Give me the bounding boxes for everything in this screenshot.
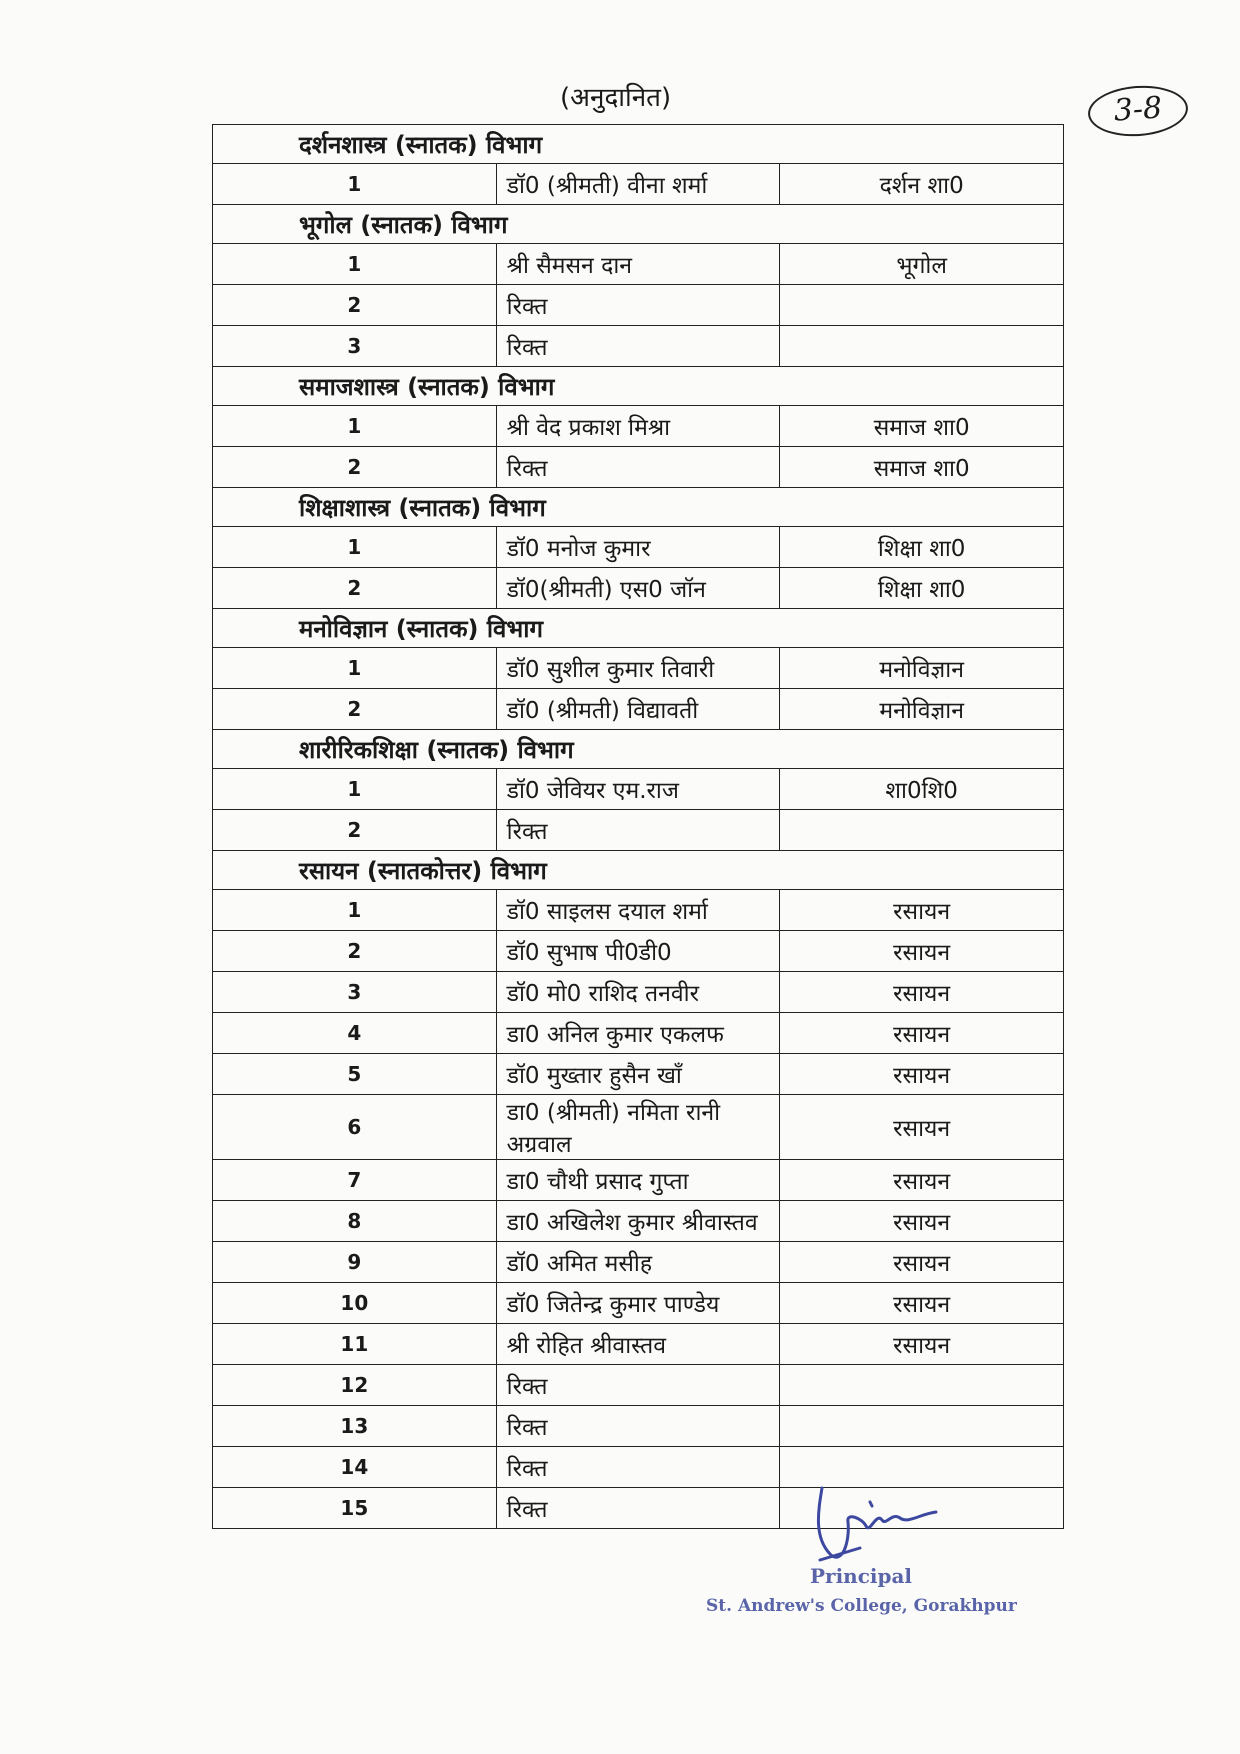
department-title: शिक्षाशास्त्र (स्नातक) विभाग [213, 488, 1064, 527]
faculty-name-cell: डा0 (श्रीमती) नमिता रानी अग्रवाल [496, 1095, 780, 1160]
serial-number-cell: 12 [213, 1365, 497, 1406]
department-header-row [213, 609, 1064, 648]
subject-cell: रसायन [780, 1013, 1064, 1054]
serial-number-cell: 1 [213, 164, 497, 205]
serial-number-cell: 9 [213, 1242, 497, 1283]
faculty-row [213, 1054, 1064, 1095]
faculty-name-cell: डॉ0 (श्रीमती) विद्यावती [496, 689, 780, 730]
faculty-name-cell: रिक्त [496, 285, 780, 326]
faculty-name-cell: डॉ0 मनोज कुमार [496, 527, 780, 568]
faculty-row [213, 1242, 1064, 1283]
department-header-row [213, 730, 1064, 769]
serial-number-cell: 2 [213, 285, 497, 326]
subject-cell: मनोविज्ञान [780, 689, 1064, 730]
subject-cell: रसायन [780, 890, 1064, 931]
serial-number-cell: 3 [213, 326, 497, 367]
subject-cell: समाज शा0 [780, 447, 1064, 488]
faculty-name-cell: रिक्त [496, 810, 780, 851]
subject-cell: दर्शन शा0 [780, 164, 1064, 205]
faculty-name-cell: डॉ0 मो0 राशिद तनवीर [496, 972, 780, 1013]
faculty-row [213, 406, 1064, 447]
faculty-name-cell: डॉ0 (श्रीमती) वीना शर्मा [496, 164, 780, 205]
serial-number-cell: 2 [213, 810, 497, 851]
serial-number-cell: 1 [213, 890, 497, 931]
faculty-name-cell: डॉ0 मुख्तार हुसैन खाँ [496, 1054, 780, 1095]
serial-number-cell: 2 [213, 689, 497, 730]
faculty-row [213, 931, 1064, 972]
subject-cell: शिक्षा शा0 [780, 568, 1064, 609]
serial-number-cell: 2 [213, 447, 497, 488]
faculty-name-cell: रिक्त [496, 326, 780, 367]
serial-number-cell: 15 [213, 1488, 497, 1529]
faculty-row [213, 1160, 1064, 1201]
faculty-row [213, 1013, 1064, 1054]
faculty-row [213, 810, 1064, 851]
serial-number-cell: 2 [213, 931, 497, 972]
faculty-name-cell: डॉ0 सुशील कुमार तिवारी [496, 648, 780, 689]
faculty-row [213, 326, 1064, 367]
faculty-name-cell: श्री रोहित श्रीवास्तव [496, 1324, 780, 1365]
faculty-table-container [212, 124, 1064, 1529]
serial-number-cell: 8 [213, 1201, 497, 1242]
faculty-table [212, 124, 1064, 1529]
subject-cell [780, 285, 1064, 326]
subject-cell [780, 326, 1064, 367]
faculty-name-cell: रिक्त [496, 1488, 780, 1529]
serial-number-cell: 10 [213, 1283, 497, 1324]
faculty-name-cell: डॉ0 सुभाष पी0डी0 [496, 931, 780, 972]
faculty-row [213, 1283, 1064, 1324]
subject-cell: रसायन [780, 931, 1064, 972]
faculty-row [213, 890, 1064, 931]
subject-cell: मनोविज्ञान [780, 648, 1064, 689]
subject-cell [780, 1406, 1064, 1447]
college-name: St. Andrew's College, Gorakhpur [706, 1596, 1017, 1616]
department-title: भूगोल (स्नातक) विभाग [213, 205, 1064, 244]
serial-number-cell: 1 [213, 769, 497, 810]
faculty-row [213, 164, 1064, 205]
subject-cell: रसायन [780, 1054, 1064, 1095]
faculty-row [213, 285, 1064, 326]
faculty-name-cell: श्री वेद प्रकाश मिश्रा [496, 406, 780, 447]
faculty-row [213, 972, 1064, 1013]
department-title: शारीरिकशिक्षा (स्नातक) विभाग [213, 730, 1064, 769]
department-title: दर्शनशास्त्र (स्नातक) विभाग [213, 125, 1064, 164]
subject-cell: शा0शि0 [780, 769, 1064, 810]
faculty-name-cell: डा0 चौथी प्रसाद गुप्ता [496, 1160, 780, 1201]
department-header-row [213, 125, 1064, 164]
department-header-row [213, 488, 1064, 527]
faculty-name-cell: डॉ0 अमित मसीह [496, 1242, 780, 1283]
department-header-row [213, 851, 1064, 890]
serial-number-cell: 1 [213, 527, 497, 568]
faculty-row [213, 769, 1064, 810]
signature-mark [800, 1482, 950, 1572]
faculty-name-cell: डा0 अनिल कुमार एकलफ [496, 1013, 780, 1054]
faculty-name-cell: रिक्त [496, 447, 780, 488]
page-number-annotation: 3-8 [1086, 83, 1189, 140]
faculty-name-cell: डॉ0(श्रीमती) एस0 जॉन [496, 568, 780, 609]
subject-cell: रसायन [780, 1160, 1064, 1201]
subject-cell: रसायन [780, 1201, 1064, 1242]
serial-number-cell: 6 [213, 1095, 497, 1160]
faculty-row [213, 568, 1064, 609]
faculty-row [213, 447, 1064, 488]
faculty-name-cell: डॉ0 जितेन्द्र कुमार पाण्डेय [496, 1283, 780, 1324]
faculty-table-body [213, 125, 1064, 1529]
faculty-row [213, 1324, 1064, 1365]
subject-cell: रसायन [780, 1324, 1064, 1365]
faculty-name-cell: श्री सैमसन दान [496, 244, 780, 285]
serial-number-cell: 11 [213, 1324, 497, 1365]
subject-cell: रसायन [780, 972, 1064, 1013]
faculty-row [213, 527, 1064, 568]
principal-label: Principal [810, 1564, 913, 1588]
subject-cell: रसायन [780, 1283, 1064, 1324]
faculty-row [213, 1406, 1064, 1447]
faculty-name-cell: डॉ0 साइलस दयाल शर्मा [496, 890, 780, 931]
department-header-row [213, 205, 1064, 244]
faculty-row [213, 689, 1064, 730]
subject-cell: भूगोल [780, 244, 1064, 285]
serial-number-cell: 14 [213, 1447, 497, 1488]
serial-number-cell: 13 [213, 1406, 497, 1447]
faculty-row [213, 1365, 1064, 1406]
subject-cell: शिक्षा शा0 [780, 527, 1064, 568]
department-title: समाजशास्त्र (स्नातक) विभाग [213, 367, 1064, 406]
page-heading: (अनुदानित) [560, 83, 672, 113]
faculty-name-cell: डॉ0 जेवियर एम.राज [496, 769, 780, 810]
subject-cell: रसायन [780, 1095, 1064, 1160]
faculty-row [213, 1095, 1064, 1160]
subject-cell: समाज शा0 [780, 406, 1064, 447]
department-title: रसायन (स्नातकोत्तर) विभाग [213, 851, 1064, 890]
serial-number-cell: 3 [213, 972, 497, 1013]
serial-number-cell: 5 [213, 1054, 497, 1095]
faculty-row [213, 1201, 1064, 1242]
faculty-name-cell: रिक्त [496, 1365, 780, 1406]
department-header-row [213, 367, 1064, 406]
subject-cell [780, 1365, 1064, 1406]
serial-number-cell: 1 [213, 406, 497, 447]
faculty-name-cell: डा0 अखिलेश कुमार श्रीवास्तव [496, 1201, 780, 1242]
faculty-name-cell: रिक्त [496, 1406, 780, 1447]
serial-number-cell: 1 [213, 648, 497, 689]
faculty-row [213, 244, 1064, 285]
serial-number-cell: 1 [213, 244, 497, 285]
department-title: मनोविज्ञान (स्नातक) विभाग [213, 609, 1064, 648]
faculty-name-cell: रिक्त [496, 1447, 780, 1488]
subject-cell [780, 810, 1064, 851]
serial-number-cell: 4 [213, 1013, 497, 1054]
serial-number-cell: 7 [213, 1160, 497, 1201]
faculty-row [213, 648, 1064, 689]
serial-number-cell: 2 [213, 568, 497, 609]
subject-cell: रसायन [780, 1242, 1064, 1283]
